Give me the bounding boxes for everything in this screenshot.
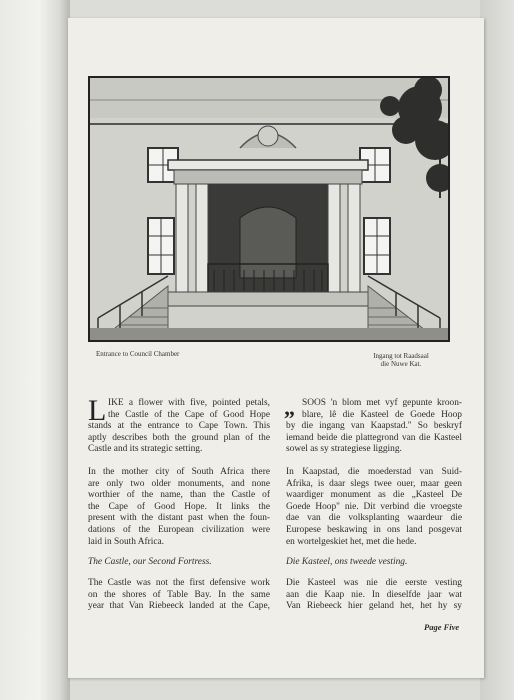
text-line: on the shores of Table Bay. In the same [88,589,270,600]
entrance-photograph [88,76,450,342]
text-line: SOOS 'n blom met vyf gepunte kroon- [302,398,462,408]
text-line: iemand beide die plattegrond van die Kasteel [286,432,462,443]
text-line: Europese beskawing in ons land posgevat [286,524,462,535]
facing-page-edge [0,0,70,700]
text-line: In the mother city of South Africa there [88,467,270,477]
afrikaans-paragraph-1b [286,421,462,456]
afrikaans-paragraph-2 [286,467,462,548]
text-line: the Castle of the Cape of Good Hope [108,409,270,420]
english-drop-cap: L [88,394,107,427]
text-line: Castle and its strategic setting. [88,444,203,455]
text-line: IKE a flower with five, pointed petals, [108,398,270,408]
text-line: The Castle was not the first defensive work [88,578,270,588]
text-line: worthier of the name, than the Castle of [88,490,270,501]
photo-caption-afrikaans-line1: Ingang tot Raadsaal [373,352,429,360]
english-paragraph-1b [88,421,270,456]
afrikaans-paragraph-1a [302,398,462,421]
text-line: aptly describes both the ground plan of the [88,432,270,443]
english-paragraph-2 [88,467,270,548]
text-line: waardiger monument as die „Kasteel De [286,490,462,501]
text-line: the Cape of Good Hope. It links the [88,501,270,512]
text-line: aan die Kaap nie. In dieselfde jaar wat [286,589,462,600]
english-paragraph-3 [88,578,270,613]
text-line: laid in South Africa. [88,536,165,547]
text-line: en wortelgeskiet het, met die hede. [286,536,417,547]
text-line: Van Riebeeck hier geland het, het hy sy [286,601,462,612]
photo-caption-afrikaans [346,352,456,368]
text-line: sowel as sy strategiese ligging. [286,444,402,455]
page-number: Page Five [424,622,460,632]
text-line: are only two older monuments, and none [88,478,270,489]
afrikaans-opening-quote: „ [284,395,295,420]
text-line: present with the distant past when the foun- [88,513,270,524]
afrikaans-section-heading: Die Kasteel, ons tweede vesting. [286,557,408,567]
afrikaans-paragraph-3 [286,578,462,613]
text-line: Goede Hoop" nie. Dit verbind die vroegste [286,501,462,512]
text-line: by die ingang van Kaapstad." So beskryf [286,421,462,431]
text-line: dations of the European civilization were [88,524,270,535]
english-paragraph-1a [108,398,270,421]
background-surface [480,0,514,700]
text-line: year that Van Riebeeck landed at the Cape, [88,601,270,612]
photo-caption-english: Entrance to Council Chamber [96,350,180,358]
english-section-heading: The Castle, our Second Fortress. [88,557,212,567]
text-line: blare, lê die Kasteel de Goede Hoop [302,409,462,420]
photo-caption-afrikaans-line2: die Nuwe Kat. [380,360,422,368]
text-line: Die Kasteel was nie die eerste vesting [286,578,462,588]
text-line: In Kaapstad, die moederstad van Suid- [286,467,462,477]
text-line: stands at the entrance to Cape Town. This [88,421,270,431]
text-line: dae van die volksplanting waardeur die [286,513,462,524]
text-line: Afrika, is daar slegs twee ouer, maar geen [286,478,462,489]
